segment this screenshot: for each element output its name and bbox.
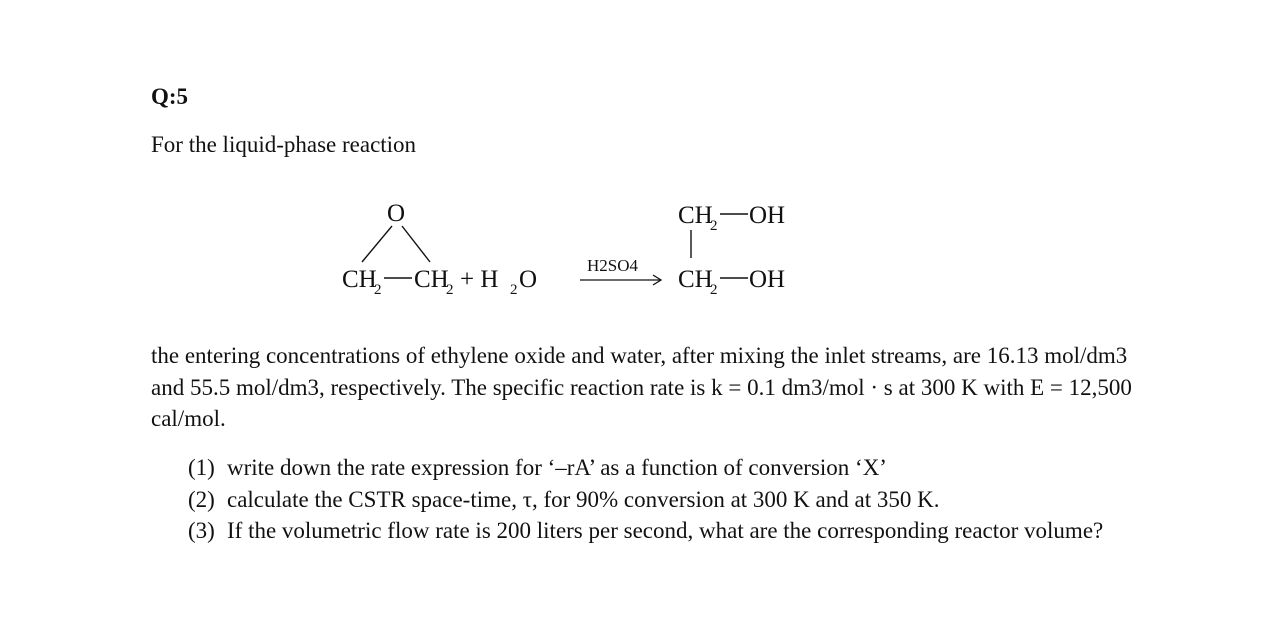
list-item [188, 452, 1148, 484]
reaction-equation [330, 190, 830, 310]
question-list [188, 452, 1148, 547]
list-item-number: (3) [188, 518, 215, 543]
question-intro: For the liquid-phase reaction [151, 132, 417, 157]
list-item-number: (1) [188, 455, 215, 480]
reactant-ch-right: CH [414, 266, 449, 293]
water-o: O [519, 266, 538, 293]
product-ch-top: CH [678, 202, 713, 229]
ring-bond-left [362, 226, 392, 262]
product-sub-top: 2 [710, 218, 718, 234]
product-oh-top: OH [749, 202, 786, 229]
list-item-text: write down the rate expression for ‘–rA’ as a function of conversion ‘X’ [227, 455, 887, 480]
reaction-diagram [330, 190, 830, 310]
list-item-number: (2) [188, 486, 215, 512]
list-item [188, 515, 1148, 547]
list-item-text: calculate the CSTR space-time, τ, for 90% conversion at 300 K and at 350 K. [227, 486, 940, 512]
question-number: Q:5 [151, 84, 189, 109]
ring-bond-right [402, 226, 430, 262]
product-sub-bottom: 2 [710, 282, 718, 298]
list-item [188, 484, 1148, 516]
plus-water-h: + H [460, 266, 499, 293]
problem-paragraph: the entering concentrations of ethylene oxide and water, after mixing the inlet streams, are 16.13 mol/dm3 and 55.5 mol/dm3, respectively. The specific reaction rate is k = 0.1 dm3/mol · s at 300 K with E = 12,500 cal/mol. [151, 343, 1132, 431]
epoxide-oxygen: O [387, 200, 406, 227]
list-item-text: If the volumetric flow rate is 200 liters per second, what are the corresponding reactor volume? [227, 518, 1104, 543]
reactant-ch-left: CH [342, 266, 377, 293]
product-oh-bottom: OH [749, 266, 786, 293]
water-sub: 2 [510, 282, 518, 298]
catalyst-label: H2SO4 [587, 256, 639, 275]
product-ch-bottom: CH [678, 266, 713, 293]
reactant-sub-right: 2 [446, 282, 454, 298]
reactant-sub-left: 2 [374, 282, 382, 298]
